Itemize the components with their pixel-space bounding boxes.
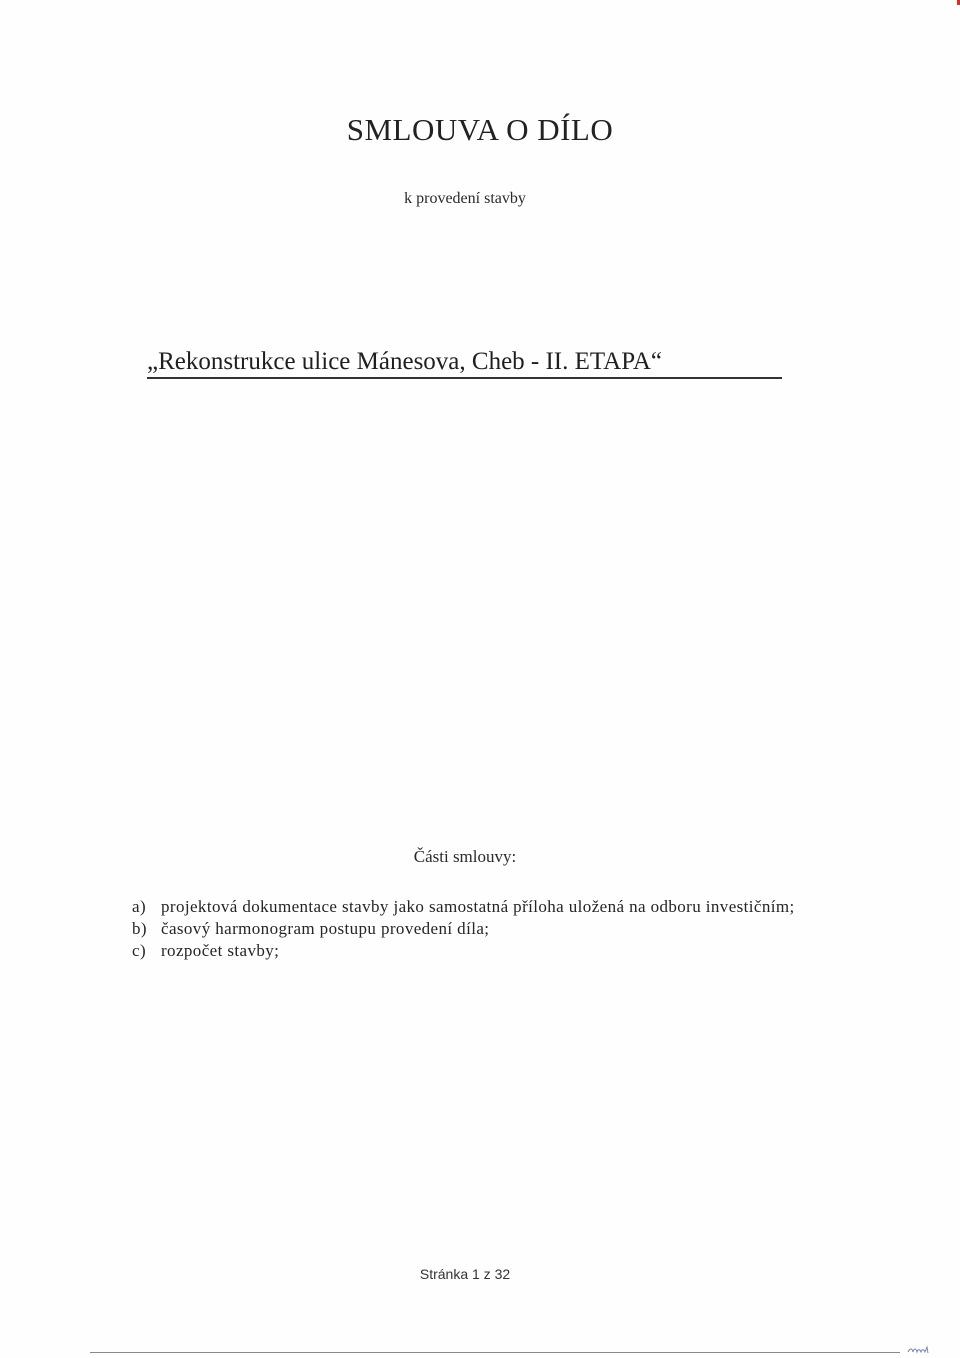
list-item bbox=[132, 940, 812, 962]
list-item-text: časový harmonogram postupu provedení díla; bbox=[161, 919, 490, 938]
page-number: Stránka 1 z 32 bbox=[419, 1266, 511, 1282]
document-subtitle: k provedení stavby bbox=[404, 190, 526, 207]
list-marker: a) bbox=[132, 897, 147, 916]
list-item bbox=[132, 896, 812, 918]
contract-parts-heading: Části smlouvy: bbox=[413, 847, 517, 866]
list-marker: c) bbox=[132, 941, 147, 960]
document-title: SMLOUVA O DÍLO bbox=[346, 112, 614, 147]
footer-rule bbox=[90, 1352, 900, 1353]
project-name: „Rekonstrukce ulice Mánesova, Cheb - II. ETAPA“ bbox=[147, 348, 662, 375]
list-item bbox=[132, 918, 812, 940]
list-item-text: rozpočet stavby; bbox=[161, 941, 280, 960]
project-name-underline bbox=[147, 377, 782, 379]
handwritten-initials bbox=[906, 1342, 936, 1356]
contract-parts-list bbox=[132, 896, 812, 962]
list-item-text: projektová dokumentace stavby jako samostatná příloha uložená na odboru investičním; bbox=[161, 897, 795, 916]
list-marker: b) bbox=[132, 919, 147, 938]
